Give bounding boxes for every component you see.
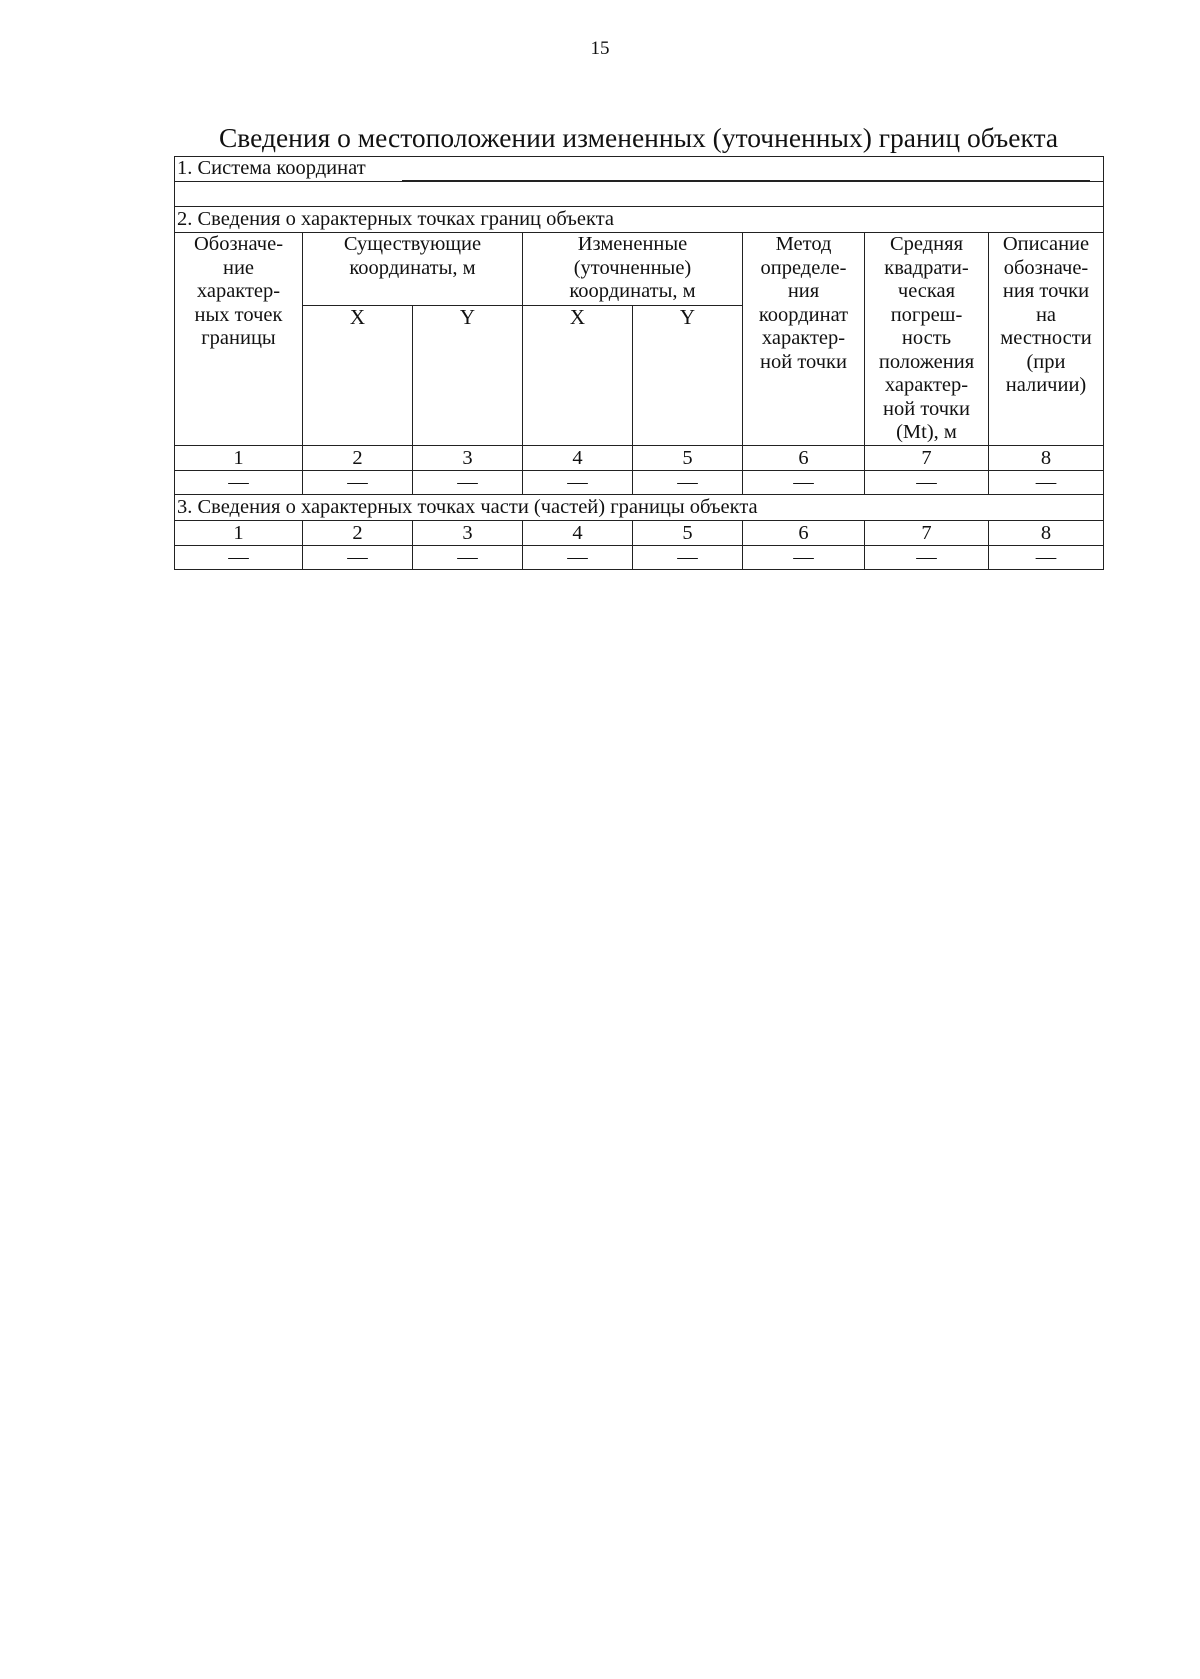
table-cell-3: —: [413, 470, 523, 494]
section-2-data-row: [175, 470, 1104, 494]
document-title: Сведения о местоположении измененных (уточненных) границ объекта: [218, 122, 1059, 153]
header-existing-x: X: [303, 305, 413, 445]
column-number-5: 5: [633, 445, 743, 470]
section-3-header: [175, 494, 1104, 520]
header-changed-coordinates: Измененные (уточненные) координаты, м: [523, 233, 743, 306]
header-error: Средняя квадрати- ческая погреш- ность положения характер- ной точки (Mt), м: [865, 233, 989, 446]
column-number-7: 7: [865, 445, 989, 470]
header-method: Метод определе- ния координат характер- ной точки: [743, 233, 865, 446]
table-cell-5: —: [633, 470, 743, 494]
table-cell-2: —: [303, 545, 413, 569]
column-number-1: 1: [175, 520, 303, 545]
blank-row: [175, 182, 1104, 207]
table-cell-5: —: [633, 545, 743, 569]
table-cell-1: —: [175, 545, 303, 569]
table-cell-7: —: [865, 545, 989, 569]
page-number: 15: [590, 38, 610, 59]
boundary-points-table: [174, 156, 1104, 570]
column-number-7: 7: [865, 520, 989, 545]
table-cell-7: —: [865, 470, 989, 494]
column-number-1: 1: [175, 445, 303, 470]
header-changed-x: X: [523, 305, 633, 445]
table-cell-6: —: [743, 470, 865, 494]
table-cell-6: —: [743, 545, 865, 569]
column-number-6: 6: [743, 520, 865, 545]
column-number-3: 3: [413, 520, 523, 545]
section-2-header: [175, 207, 1104, 233]
table-cell-3: —: [413, 545, 523, 569]
header-existing-y: Y: [413, 305, 523, 445]
coordinate-system-field: [402, 162, 1090, 181]
table-cell-8: —: [989, 545, 1104, 569]
header-existing-coordinates: Существующие координаты, м: [303, 233, 523, 306]
column-number-4: 4: [523, 520, 633, 545]
column-number-8: 8: [989, 520, 1104, 545]
section-2-label: 2. Сведения о характерных точках границ объекта: [175, 207, 1104, 233]
column-header-row: [175, 233, 1104, 306]
section-2-column-numbers: [175, 445, 1104, 470]
table-cell-4: —: [523, 545, 633, 569]
column-number-8: 8: [989, 445, 1104, 470]
table-cell-1: —: [175, 470, 303, 494]
coordinate-system-row: [175, 157, 1104, 182]
column-number-5: 5: [633, 520, 743, 545]
column-number-2: 2: [303, 445, 413, 470]
coordinate-system-label: 1. Система координат: [177, 157, 366, 179]
section-3-column-numbers: [175, 520, 1104, 545]
header-changed-y: Y: [633, 305, 743, 445]
section-3-data-row: [175, 545, 1104, 569]
column-number-2: 2: [303, 520, 413, 545]
header-designation: Обозначе- ние характер- ных точек границы: [175, 233, 303, 446]
column-number-3: 3: [413, 445, 523, 470]
header-description: Описание обозначе- ния точки на местности (при наличии): [989, 233, 1104, 446]
column-number-4: 4: [523, 445, 633, 470]
table-cell-2: —: [303, 470, 413, 494]
table-cell-4: —: [523, 470, 633, 494]
table-cell-8: —: [989, 470, 1104, 494]
column-number-6: 6: [743, 445, 865, 470]
section-3-label: 3. Сведения о характерных точках части (частей) границы объекта: [175, 494, 1104, 520]
